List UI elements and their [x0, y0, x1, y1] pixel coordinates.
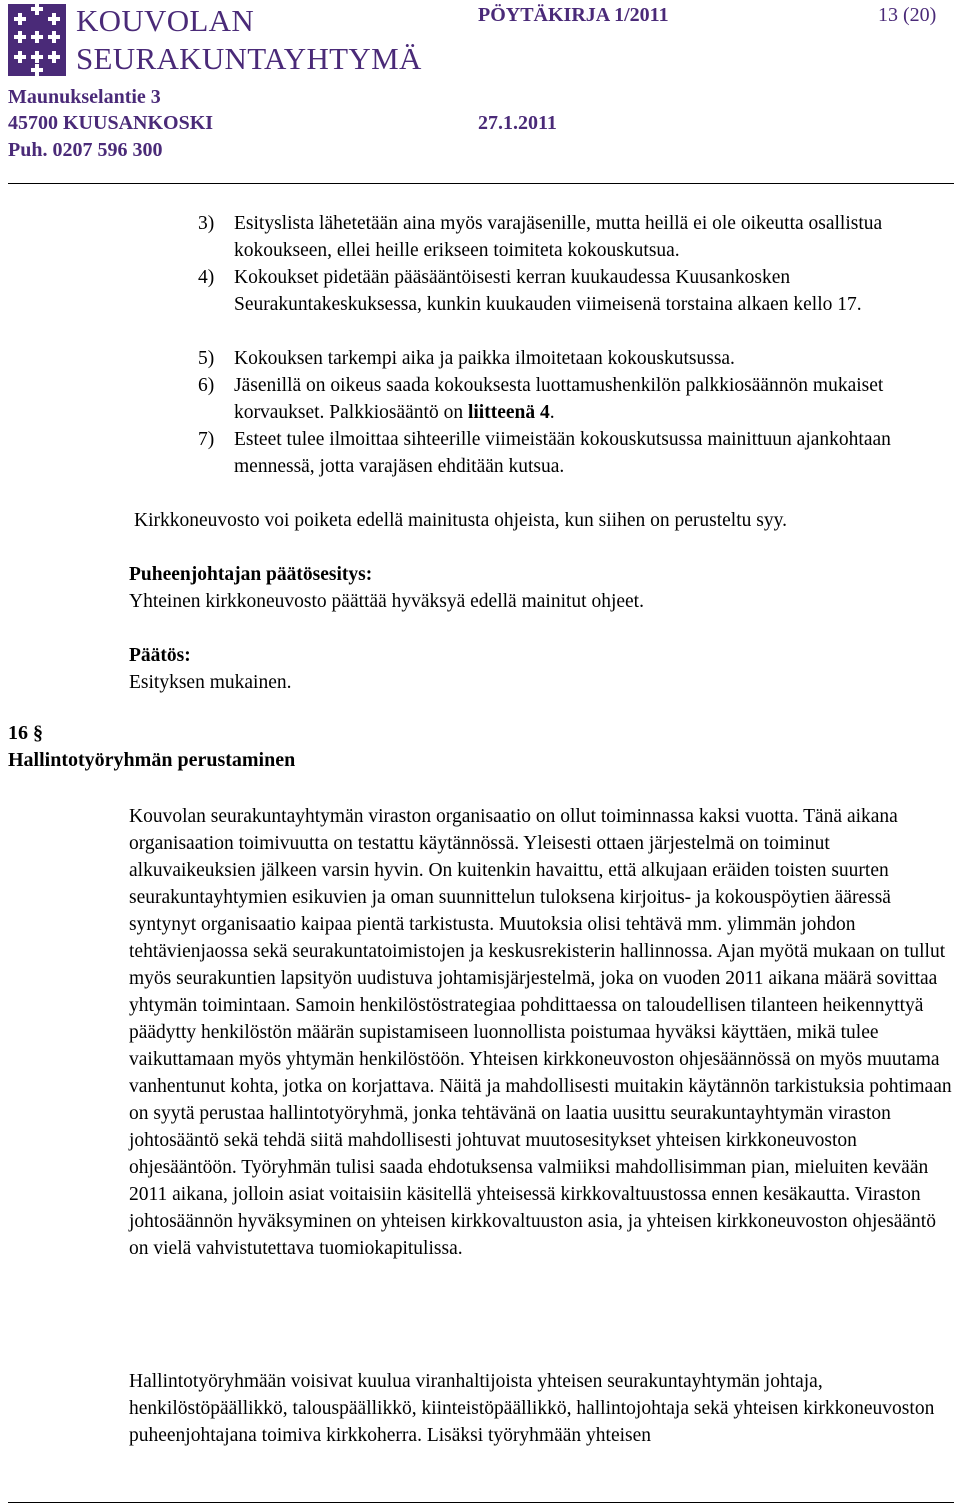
- list-item: [198, 426, 958, 480]
- proposal-text: Yhteinen kirkkoneuvosto päättää hyväksyä edellä mainitut ohjeet.: [129, 591, 644, 612]
- phone-number: Puh. 0207 596 300: [8, 139, 163, 161]
- document-title: PÖYTÄKIRJA 1/2011: [478, 4, 669, 26]
- document-date: 27.1.2011: [478, 112, 557, 134]
- list-item: [198, 345, 958, 372]
- list-item-number: 3): [198, 213, 215, 234]
- address-city: 45700 KUUSANKOSKI: [8, 112, 214, 134]
- section-paragraph: Hallintotyöryhmään voisivat kuulua viranhaltijoista yhteisen seurakuntayhtymän johtaja, henkilöstöpäällikkö, talouspäällikkö, kiinteistöpäällikkö, hallintojohtaja sekä yhteisen kirkkoneuvoston puheenjohtajana toimiva kirkkoherra. Lisäksi työryhmään yhteisen: [129, 1371, 935, 1446]
- list-item: [198, 264, 958, 318]
- footer-divider: [8, 1502, 954, 1503]
- proposal-label: Puheenjohtajan päätösesitys:: [129, 564, 373, 585]
- section-title: Hallintotyöryhmän perustaminen: [8, 749, 296, 771]
- deviation-note: Kirkkoneuvosto voi poiketa edellä mainitusta ohjeista, kun siihen on perusteltu syy.: [134, 510, 787, 531]
- list-item-text: Esteet tulee ilmoittaa sihteerille viimeistään kokouskutsussa mainittuun ajankohtaan mennessä, jotta varajäsen ehditään kutsua.: [234, 429, 891, 477]
- list-item-text-end: .: [549, 402, 555, 423]
- list-item: [198, 210, 958, 264]
- list-item-number: 5): [198, 348, 215, 369]
- list-item-text-start: Jäsenillä on oikeus saada kokouksesta luottamushenkilön palkkiosäännön mukaiset korvaukset. Palkkiosääntö on: [234, 375, 884, 423]
- section-number: 16 §: [8, 722, 43, 744]
- page-number: 13 (20): [878, 4, 937, 26]
- org-name-line1: KOUVOLAN: [76, 3, 255, 38]
- section-paragraph: Kouvolan seurakuntayhtymän viraston organisaatio on ollut toiminnassa kaksi vuotta. Tänä aikana organisaation toimivuutta on testattu käytännössä. Yleisesti ottaen järjestelmä on toiminut alkuvaikeuksien jälkeen varsin hyvin. On kuitenkin havaittu, että alkujaan eräiden toisten suurten seurakuntayhtymien esikuvien ja oman suunnittelun tuloksena kirjoitus- ja kokouspöytien ääressä syntynyt organisaatio kaipaa pientä tarkistusta. Muutoksia olisi tehtävä mm. ylimmän johdon tehtävienjaossa sekä seurakuntatoimistojen ja keskusrekisterin hallinnossa. Ajan myötä mukaan on tullut myös seurakuntien lapsityön uudistuva johtamisjärjestelmä, joka on vuoden 2011 aikana määrä sovittaa yhtymän toimintaan. Samoin henkilöstöstrategiaa pohdittaessa on taloudellisen tilanteen heikennyttyä päädytty henkilöstön määrän supistamiseen luonnollista poistumaa hyväksi käyttäen, mikä tulee vaikuttamaan myös yhtymän henkilöstöön. Yhteisen kirkkoneuvoston ohjesäännössä on myös muutama vanhentunut kohta, jotka on korjattava. Näitä ja mahdollisesti muitakin käytännön tarkistuksia pohtimaan on syytä perustaa hallintotyöryhmä, jonka tehtävänä on laatia uusittu seurakuntayhtymän viraston johtosääntö sekä tehdä siitä mahdollisesti johtuvat muutosesitykset yhteisen kirkkoneuvoston ohjesääntöön. Työryhmän tulisi saada ehdotuksensa valmiiksi mahdollisimman pian, mieluiten kevään 2011 aikana, jolloin asiat voitaisiin käsitellä yhteisessä kirkkovaltuustossa ennen kesäkautta. Viraston johtosäännön hyväksyminen on yhteisen kirkkovaltuuston asia, ja yhteisen kirkkoneuvoston ohjesääntö on vielä vahvistutettava tuomiokapitulissa.: [129, 806, 952, 1259]
- list-item-text: Kokoukset pidetään pääsääntöisesti kerran kuukaudessa Kuusankosken Seurakuntakeskuksessa, kunkin kuukauden viimeisenä torstaina alkaen kello 17.: [234, 267, 862, 315]
- decision-text: Esityksen mukainen.: [129, 672, 292, 693]
- list-item-number: 4): [198, 267, 215, 288]
- list-item-text: Esityslista lähetetään aina myös varajäsenille, mutta heillä ei ole oikeutta osallistua kokoukseen, ellei heille erikseen toimiteta kokouskutsua.: [234, 213, 883, 261]
- cross-pattern-logo-icon: [8, 4, 66, 76]
- attachment-reference: liitteenä 4: [467, 402, 550, 423]
- header-divider: [8, 183, 954, 184]
- list-item-text: [234, 372, 958, 426]
- decision-label: Päätös:: [129, 645, 191, 666]
- org-name-line2: SEURAKUNTAYHTYMÄ: [76, 41, 422, 76]
- list-item-number: 7): [198, 429, 215, 450]
- list-item: [198, 372, 958, 426]
- list-item-number: 6): [198, 375, 215, 396]
- address-street: Maunukselantie 3: [8, 86, 161, 108]
- list-item-text: Kokouksen tarkempi aika ja paikka ilmoitetaan kokouskutsussa.: [234, 348, 735, 369]
